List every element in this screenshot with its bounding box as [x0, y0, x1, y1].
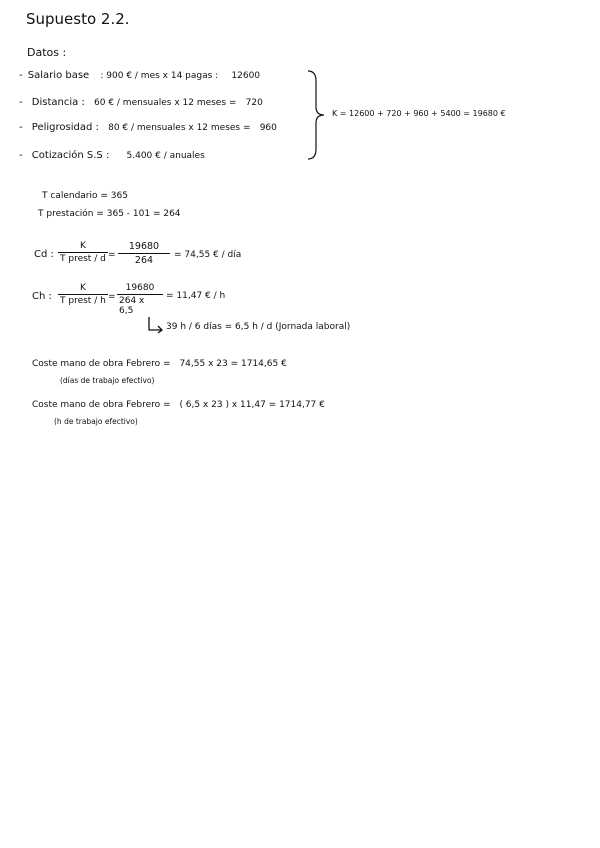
cd-label: Cd :: [34, 249, 54, 260]
item-bullet: -: [19, 70, 23, 81]
page-title: Supuesto 2.2.: [26, 10, 130, 28]
t-calendario: T calendario = 365: [42, 191, 128, 201]
t-prestacion: T prestación = 365 - 101 = 264: [38, 209, 181, 219]
item-calc: 60 € / mensuales x 12 meses =: [94, 98, 237, 108]
cd-result: = 74,55 € / día: [174, 250, 242, 260]
item-label: Salario base: [27, 70, 90, 81]
ch-value-num: 19680: [125, 283, 155, 293]
coste-label: Coste mano de obra Febrero =: [32, 359, 171, 369]
ch-value-den: 264 x 6,5: [119, 296, 145, 316]
list-item-distancia: [19, 97, 263, 108]
ch-value-fraction: [117, 283, 163, 316]
ch-label: Ch :: [32, 291, 52, 302]
item-bullet: -: [19, 97, 23, 108]
item-bullet: -: [19, 122, 23, 133]
list-item-cotizacion: [19, 150, 205, 161]
cd-formula-fraction: [58, 241, 108, 264]
cd-value-fraction: [118, 241, 170, 266]
corner-arrow-icon: [146, 316, 164, 334]
coste-horas: [32, 400, 325, 410]
ch-frac-num: K: [79, 283, 86, 293]
item-result: 960: [259, 123, 277, 133]
list-item-salario: [19, 70, 260, 81]
item-result: 12600: [231, 71, 261, 81]
ch-frac-den: T prest / h: [60, 296, 106, 306]
coste-dias: [32, 359, 287, 369]
item-bullet: -: [19, 150, 23, 161]
cd-frac-den: T prest / d: [60, 254, 106, 264]
cd-eq: =: [108, 250, 116, 260]
item-calc: 80 € / mensuales x 12 meses =: [108, 123, 251, 133]
coste-label: Coste mano de obra Febrero =: [32, 400, 171, 410]
coste-dias-note: (días de trabajo efectivo): [60, 376, 155, 385]
coste-calc: ( 6,5 x 23 ) x 11,47 = 1714,77 €: [179, 400, 325, 410]
datos-heading: Datos :: [27, 46, 67, 59]
cd-value-den: 264: [134, 255, 154, 266]
ch-eq: =: [108, 292, 116, 302]
right-curly-brace-icon: [306, 69, 326, 161]
ch-result: = 11,47 € / h: [166, 291, 226, 301]
item-label: Cotización S.S :: [31, 150, 110, 161]
coste-calc: 74,55 x 23 = 1714,65 €: [179, 359, 287, 369]
k-sum: K = 12600 + 720 + 960 + 5400 = 19680 €: [332, 109, 506, 118]
cd-value-num: 19680: [128, 241, 160, 252]
item-result: 720: [245, 98, 263, 108]
ch-formula-fraction: [58, 283, 108, 306]
item-calc: : 900 € / mes x 14 pagas :: [100, 71, 219, 81]
jornada-note: 39 h / 6 días = 6,5 h / d (Jornada laboral): [166, 322, 351, 332]
item-label: Peligrosidad :: [31, 122, 99, 133]
coste-horas-note: (h de trabajo efectivo): [54, 417, 138, 426]
item-calc: 5.400 € / anuales: [126, 151, 205, 161]
list-item-peligrosidad: [19, 122, 277, 133]
cd-frac-num: K: [79, 241, 86, 251]
item-label: Distancia :: [31, 97, 85, 108]
